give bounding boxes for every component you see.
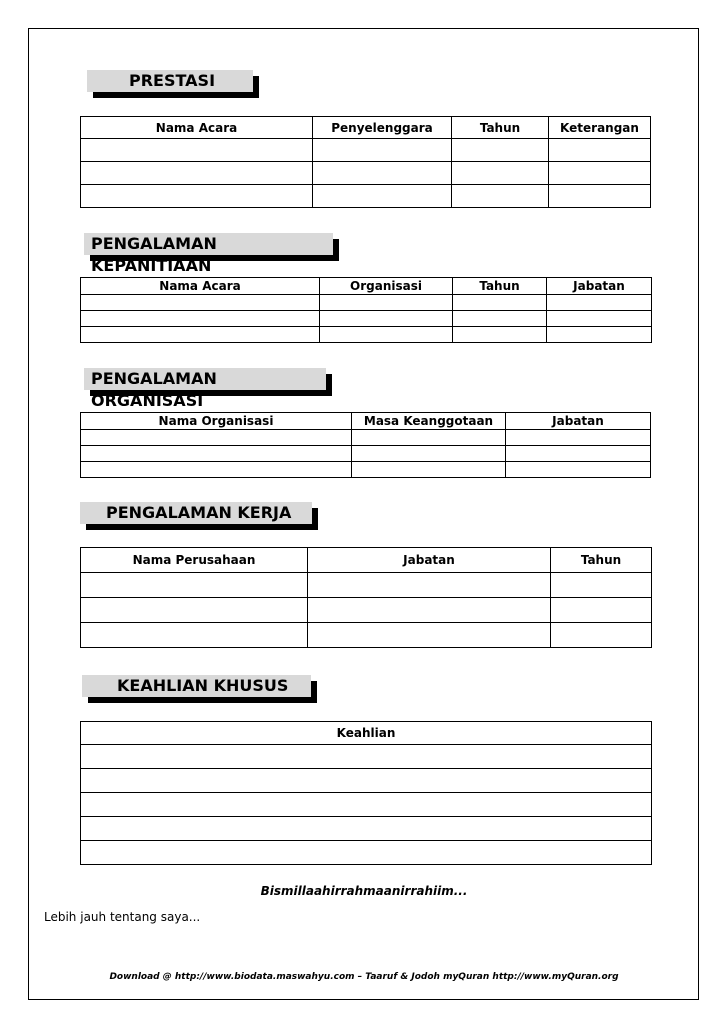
input-cell[interactable] [547, 327, 652, 343]
input-cell[interactable] [313, 162, 452, 185]
input-cell[interactable] [506, 446, 651, 462]
section-title-prestasi: PRESTASI [87, 70, 253, 92]
table-keahlian [80, 721, 652, 865]
section-header-organisasi [84, 368, 326, 410]
footer-text: Download @ http://www.biodata.maswahyu.com – Taaruf & Jodoh myQuran http://www.myQuran.org [109, 972, 619, 982]
section-header-prestasi [87, 70, 253, 92]
input-cell[interactable] [308, 598, 551, 623]
input-cell[interactable] [320, 311, 453, 327]
input-cell[interactable] [547, 311, 652, 327]
table-prestasi [80, 116, 651, 208]
header-penyelenggara: Penyelenggara [313, 117, 452, 139]
input-cell[interactable] [81, 327, 320, 343]
table-row [81, 598, 652, 623]
section-title-organisasi: PENGALAMAN ORGANISASI [84, 368, 326, 390]
input-cell[interactable] [452, 139, 549, 162]
header-jabatan: Jabatan [547, 278, 652, 295]
input-cell[interactable] [81, 817, 652, 841]
input-cell[interactable] [81, 295, 320, 311]
input-cell[interactable] [453, 327, 547, 343]
input-cell[interactable] [352, 462, 506, 478]
table-row [81, 841, 652, 865]
section-title-kerja: PENGALAMAN KERJA [80, 502, 312, 524]
input-cell[interactable] [352, 430, 506, 446]
input-cell[interactable] [81, 841, 652, 865]
table-row [81, 430, 651, 446]
input-cell[interactable] [81, 139, 313, 162]
section-title-keahlian: KEAHLIAN KHUSUS [82, 675, 311, 697]
table-row [81, 295, 652, 311]
header-organisasi: Organisasi [320, 278, 453, 295]
table-row [81, 327, 652, 343]
table-organisasi [80, 412, 651, 478]
input-cell[interactable] [81, 745, 652, 769]
table-row [81, 462, 651, 478]
input-cell[interactable] [549, 162, 651, 185]
input-cell[interactable] [81, 573, 308, 598]
input-cell[interactable] [81, 185, 313, 208]
input-cell[interactable] [81, 623, 308, 648]
input-cell[interactable] [308, 573, 551, 598]
input-cell[interactable] [453, 295, 547, 311]
input-cell[interactable] [549, 185, 651, 208]
input-cell[interactable] [81, 311, 320, 327]
header-nama-acara: Nama Acara [81, 117, 313, 139]
header-tahun: Tahun [452, 117, 549, 139]
input-cell[interactable] [506, 430, 651, 446]
input-cell[interactable] [320, 295, 453, 311]
bismillah-text: Bismillaahirrahmaanirrahiim... [260, 884, 468, 898]
header-jabatan: Jabatan [506, 413, 651, 430]
input-cell[interactable] [81, 162, 313, 185]
table-row [81, 311, 652, 327]
table-kerja [80, 547, 652, 648]
input-cell[interactable] [352, 446, 506, 462]
section-header-kepanitiaan [84, 233, 333, 275]
input-cell[interactable] [313, 185, 452, 208]
input-cell[interactable] [308, 623, 551, 648]
header-nama-acara: Nama Acara [81, 278, 320, 295]
table-row [81, 185, 651, 208]
input-cell[interactable] [452, 185, 549, 208]
input-cell[interactable] [81, 598, 308, 623]
header-nama-perusahaan: Nama Perusahaan [81, 548, 308, 573]
input-cell[interactable] [549, 139, 651, 162]
table-row [81, 793, 652, 817]
header-tahun: Tahun [453, 278, 547, 295]
header-keahlian: Keahlian [81, 722, 652, 745]
input-cell[interactable] [313, 139, 452, 162]
input-cell[interactable] [453, 311, 547, 327]
section-header-kerja [80, 502, 312, 524]
input-cell[interactable] [81, 446, 352, 462]
section-title-kepanitiaan: PENGALAMAN KEPANITIAAN [84, 233, 333, 255]
input-cell[interactable] [506, 462, 651, 478]
input-cell[interactable] [81, 769, 652, 793]
input-cell[interactable] [452, 162, 549, 185]
table-row [81, 745, 652, 769]
table-row [81, 817, 652, 841]
input-cell[interactable] [81, 793, 652, 817]
input-cell[interactable] [81, 430, 352, 446]
table-row [81, 769, 652, 793]
table-row [81, 446, 651, 462]
section-header-keahlian [82, 675, 311, 697]
header-masa-keanggotaan: Masa Keanggotaan [352, 413, 506, 430]
table-row [81, 162, 651, 185]
header-jabatan: Jabatan [308, 548, 551, 573]
input-cell[interactable] [551, 573, 652, 598]
header-tahun: Tahun [551, 548, 652, 573]
table-row [81, 139, 651, 162]
table-kepanitiaan [80, 277, 652, 343]
header-nama-organisasi: Nama Organisasi [81, 413, 352, 430]
input-cell[interactable] [551, 598, 652, 623]
input-cell[interactable] [547, 295, 652, 311]
header-keterangan: Keterangan [549, 117, 651, 139]
table-row [81, 623, 652, 648]
intro-text: Lebih jauh tentang saya... [44, 910, 201, 924]
input-cell[interactable] [320, 327, 453, 343]
table-row [81, 573, 652, 598]
input-cell[interactable] [81, 462, 352, 478]
input-cell[interactable] [551, 623, 652, 648]
